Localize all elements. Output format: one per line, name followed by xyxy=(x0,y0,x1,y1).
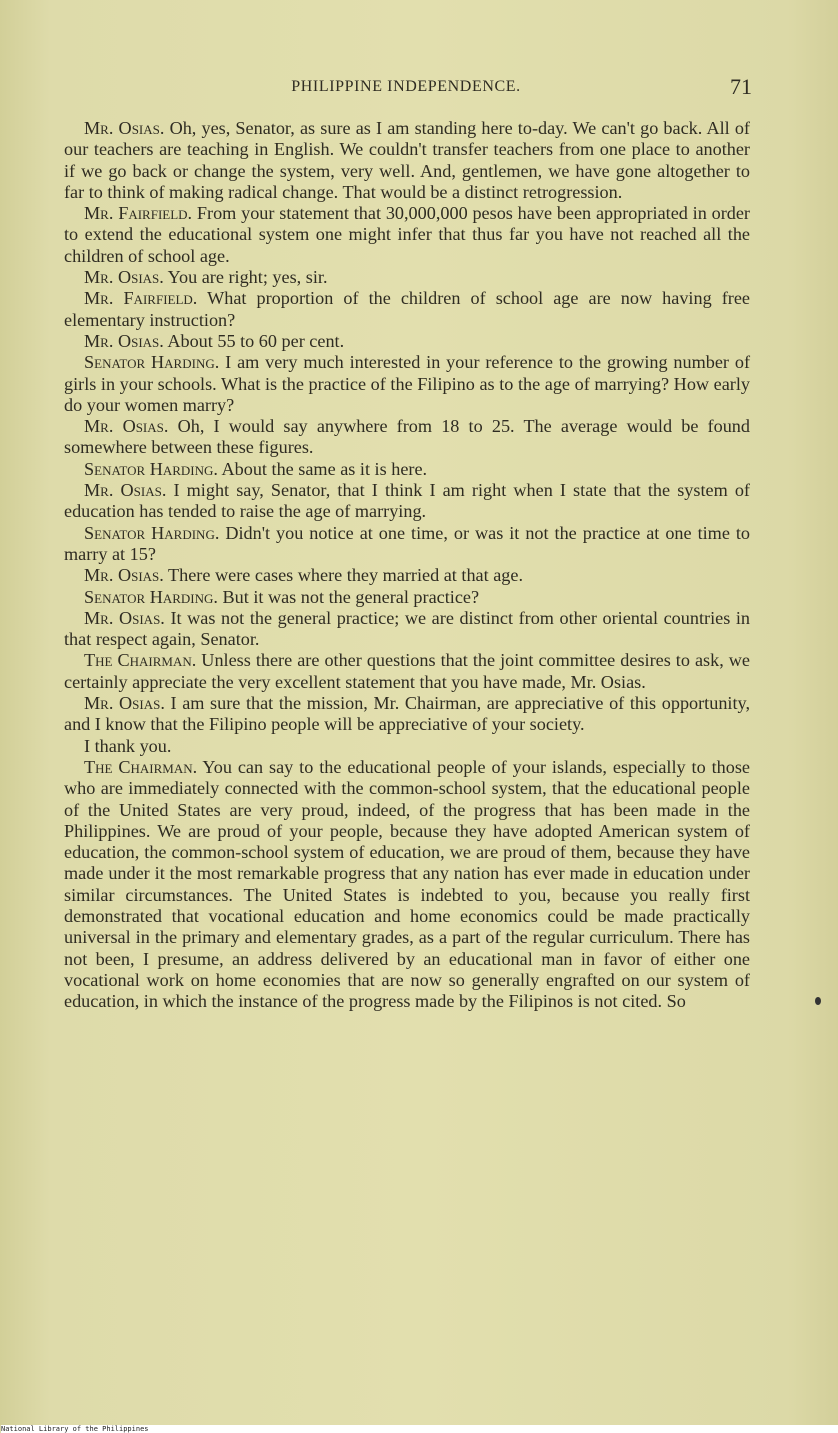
speaker: The Chairman. xyxy=(84,650,197,671)
speech: I might say, Senator, that I think I am right when I state that the system of education has tended to raise the age of marrying. xyxy=(64,480,750,522)
speaker: Senator Harding. xyxy=(84,458,218,479)
speech: What proportion of the children of school age are now having free elementary instruction? xyxy=(64,288,750,330)
speech: Oh, yes, Senator, as sure as I am standing here to-day. We can't go back. All of our teachers are teaching in English. We couldn't transfer teachers from one place to another if we go back or change the system, very well. And, gentlemen, we have gone altogether to far to think of making radical change. That would be a distinct retrogression. xyxy=(64,118,750,202)
speaker: Mr. Osias. xyxy=(84,607,165,628)
ink-spot xyxy=(815,997,821,1005)
speaker: Mr. Osias. xyxy=(84,330,164,351)
speaker: Mr. Osias. xyxy=(84,267,164,288)
paragraph xyxy=(64,523,750,566)
paragraph xyxy=(64,459,750,480)
page-number: 71 xyxy=(730,74,752,99)
speaker: Senator Harding. xyxy=(84,586,218,607)
paragraph xyxy=(64,757,750,1013)
speech: You can say to the educational people of your islands, especially to those who are immediately connected with the common-school system, that the educational people of the United States are very proud, indeed, of the progress that has been made in the Philippines. We are proud of your people, because they have adopted American system of education, the common-school system of education, we are proud of them, because they have made under it the most remarkable progress that any nation has ever made in education under similar circumstances. The United States is indebted to you, because you really first demonstrated that vocational education and home economics could be made practically universal in the primary and elementary grades, as a part of the regular curriculum. There has not been, I presume, an address delivered by an educational man in favor of either one vocational work on home economies that are now so generally engrafted on our system of education, in which the instance of the progress made by the Filipinos is not cited. So xyxy=(64,756,750,1012)
speech: But it was not the general practice? xyxy=(217,586,480,607)
paragraph xyxy=(64,203,750,267)
speech: You are right; yes, sir. xyxy=(163,267,328,288)
paragraph xyxy=(64,608,750,651)
paragraph xyxy=(64,736,750,757)
paragraph xyxy=(64,267,750,288)
paragraph xyxy=(64,565,750,586)
speaker: Mr. Osias. xyxy=(84,693,165,714)
speech: I thank you. xyxy=(84,735,172,756)
speaker: Mr. Osias. xyxy=(84,416,169,437)
paragraph xyxy=(64,331,750,352)
paragraph xyxy=(64,416,750,459)
speech: About 55 to 60 per cent. xyxy=(163,330,345,351)
speech: About the same as it is here. xyxy=(217,458,428,479)
speaker: Mr. Osias. xyxy=(84,118,165,138)
speech: There were cases where they married at that age. xyxy=(163,565,523,586)
speaker: Mr. Osias. xyxy=(84,480,167,501)
speech: Unless there are other questions that the joint committee desires to ask, we certainly appreciate the very excellent statement that you have made, Mr. Osias. xyxy=(64,650,751,692)
speech: It was not the general practice; we are distinct from other oriental countries in that respect again, Senator. xyxy=(64,607,751,650)
speaker: Mr. Fairfield. xyxy=(84,288,198,309)
running-head xyxy=(60,74,752,104)
running-title: PHILIPPINE INDEPENDENCE. xyxy=(291,78,521,95)
speaker: Senator Harding. xyxy=(84,522,220,543)
speaker: Mr. Fairfield. xyxy=(84,203,193,224)
speaker: Mr. Osias. xyxy=(84,565,164,586)
library-stamp: National Library of the Philippines xyxy=(1,1425,838,1433)
paragraph xyxy=(64,118,750,203)
speech: Oh, I would say anywhere from 18 to 25. The average would be found somewhere between these figures. xyxy=(64,416,750,458)
paragraph xyxy=(64,480,750,523)
speech: Didn't you notice at one time, or was it not the practice at one time to marry at 15? xyxy=(64,522,751,564)
paragraph xyxy=(64,352,750,416)
body-text xyxy=(64,118,750,1012)
speech: From your statement that 30,000,000 pesos have been appropriated in order to extend the educational system one might infer that thus far you have not reached all the children of school age. xyxy=(64,203,750,266)
paragraph xyxy=(64,650,750,693)
speaker: The Chairman. xyxy=(84,756,198,777)
paragraph xyxy=(64,693,750,736)
speech: I am very much interested in your reference to the growing number of girls in your schools. What is the practice of the Filipino as to the age of marrying? How early do your women marry? xyxy=(64,352,750,415)
speaker: Senator Harding. xyxy=(84,352,220,373)
paragraph xyxy=(64,587,750,608)
paragraph xyxy=(64,288,750,331)
speech: I am sure that the mission, Mr. Chairman, are appreciative of this opportunity, and I know that the Filipino people will be appreciative of your society. xyxy=(64,693,750,735)
